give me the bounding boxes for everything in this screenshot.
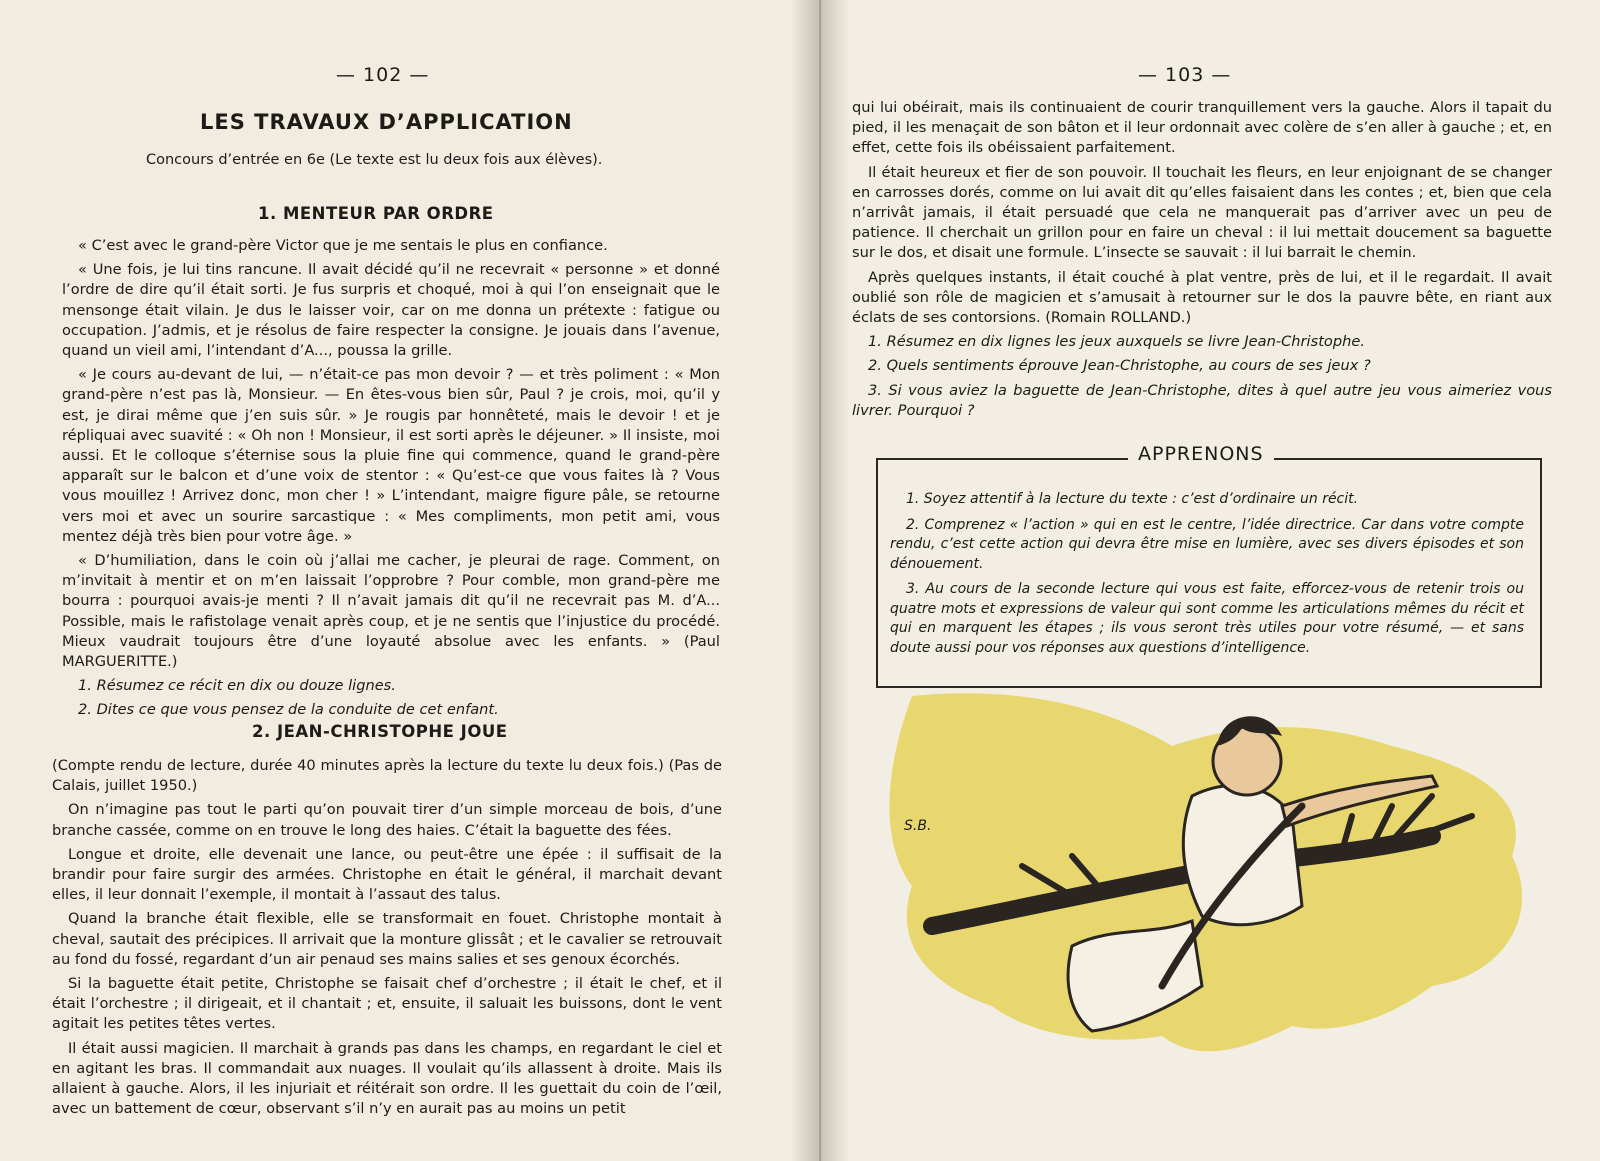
paragraph: Si la baguette était petite, Christophe se faisait chef d’orchestre ; il était le chef, et il était l’orchestre ; il dirigeait, et il chantait ; et, ensuite, il saluait les buissons, dont le vent agitait les petites têtes vertes. <box>52 975 722 1033</box>
right-page-body <box>852 98 1552 425</box>
apprenons-title: APPRENONS <box>1128 443 1274 465</box>
question: 3. Si vous aviez la baguette de Jean-Christophe, dites à quel autre jeu vous aimeriez vous livrer. Pourquoi ? <box>852 381 1552 419</box>
paragraph: « D’humiliation, dans le coin où j’allai me cacher, je pleurai de rage. Comment, on m’invitait à mentir et on m’en laissait l’opprobre ? Pour comble, mon grand-père me bourra : pourquoi avais-je menti ? Il n’avait jamais dit qu’il ne recevrait pas M. d’A... Possible, mais le rafistolage venait après coup, et je ne sentis que l’injustice du procédé. Mieux vaudrait toujours être d’une loyauté absolue avec les enfants. » (Paul MARGUERITTE.) <box>62 552 720 671</box>
page-heading: LES TRAVAUX D’APPLICATION <box>200 110 573 134</box>
paragraph: Longue et droite, elle devenait une lance, ou peut-être une épée : il suffisait de la brandir pour faire surgir des armées. Christophe en était le général, il marchait devant elles, il leur donnait l’exemple, il montait à l’assaut des talus. <box>52 845 722 904</box>
apprenons-list <box>890 490 1524 664</box>
boy-running-illustration <box>872 686 1572 1116</box>
apprenons-item: 3. Au cours de la seconde lecture qui vous est faite, efforcez-vous de retenir trois ou quatre mots et expressions de valeur qui sont comme les articulations mêmes du récit et qui en marquent les étapes ; ils vous seront très utiles pour votre résumé, — et sans doute aussi pour vos réponses aux questions d’intelligence. <box>890 581 1524 656</box>
apprenons-item: 2. Comprenez « l’action » qui en est le centre, l’idée directrice. Car dans votre compte rendu, c’est cette action qui devra être mise en lumière, avec ses divers épisodes et son dénouement. <box>890 516 1524 572</box>
book-gutter <box>790 0 850 1161</box>
paragraph: qui lui obéirait, mais ils continuaient de courir tranquillement vers la gauche. Alors il tapait du pied, il les menaçait de son bâton et il leur ordonnait avec colère de s’en aller à gauche ; et, en effet, cette fois ils obéissaient parfaitement. <box>852 99 1552 157</box>
section-2-title: 2. JEAN-CHRISTOPHE JOUE <box>252 722 508 741</box>
paragraph: « C’est avec le grand-père Victor que je me sentais le plus en confiance. <box>78 237 608 254</box>
section-2-intro: (Compte rendu de lecture, durée 40 minutes après la lecture du texte lu deux fois.) (Pas de Calais, juillet 1950.) <box>52 757 722 795</box>
paragraph: Il était heureux et fier de son pouvoir. Il touchait les fleurs, en leur enjoignant de se changer en carrosses dorés, comme on lui avait dit qu’elles faisaient dans les contes ; et, bien que cela n’arrivât jamais, il était persuadé que cela ne manquerait pas d’arriver avec un peu de patience. Il cherchait un grillon pour en faire un cheval : il lui mettait doucement sa baguette sur le dos, et disait une formule. L’insecte se sauvait : il lui barrait le chemin. <box>852 163 1552 262</box>
paragraph: On n’imagine pas tout le parti qu’on pouvait tirer d’un simple morceau de bois, d’une branche cassée, comme on en trouve le long des haies. C’était la baguette des fées. <box>52 801 722 839</box>
page-number-left: — 102 — <box>336 64 430 86</box>
section-1-title: 1. MENTEUR PAR ORDRE <box>258 204 494 223</box>
question: 2. Quels sentiments éprouve Jean-Christophe, au cours de ses jeux ? <box>868 357 1371 375</box>
page-subtitle: Concours d’entrée en 6e (Le texte est lu deux fois aux élèves). <box>146 152 603 168</box>
paragraph: « Une fois, je lui tins rancune. Il avait décidé qu’il ne recevrait « personne » et donné l’ordre de dire qu’il était sorti. Je fus surpris et choqué, moi à qui l’on enseignait que le mensonge était vilain. Je dus le laisser voir, car on me donna un prétexte : fatigue ou occupation. J’admis, et je résolus de faire respecter la consigne. Je jouais dans l’avenue, quand un vieil ami, l’intendant d’A..., poussa la grille. <box>62 261 720 360</box>
question: 2. Dites ce que vous pensez de la conduite de cet enfant. <box>78 701 499 719</box>
section-1-body <box>62 236 720 725</box>
page-number-right: — 103 — <box>1138 64 1232 86</box>
paragraph: Quand la branche était flexible, elle se transformait en fouet. Christophe montait à cheval, sautait des précipices. Il arrivait que la monture glissât ; et le cavalier se retrouvait au fond du fossé, regardant d’un air penaud ses mains salies et ses genoux écorchés. <box>52 910 722 968</box>
question: 1. Résumez en dix lignes les jeux auxquels se livre Jean-Christophe. <box>868 333 1365 351</box>
section-2-body <box>52 756 722 1123</box>
illustration-signature: S.B. <box>904 818 932 834</box>
paragraph: Après quelques instants, il était couché à plat ventre, près de lui, et il le regardait. Il avait oublié son rôle de magicien et s’amusait à retourner sur le dos la pauvre bête, en riant aux éclats de ses contorsions. (Romain ROLLAND.) <box>852 268 1552 327</box>
paragraph: « Je cours au-devant de lui, — n’était-ce pas mon devoir ? — et très poliment : « Mon grand-père n’est pas là, Monsieur. — En êtes-vous bien sûr, Paul ? je crois, moi, qu’il y est, je dirai même que j’en suis sûr. » Je rougis par honnêteté, mais le devoir ! et je répliquai avec suavité : « Oh non ! Monsieur, il est sorti après le déjeuner. » Il insiste, moi aussi. Et le colloque s’éternise sous la pluie fine qui commence, quand le grand-père apparaît sur le balcon et d’une voix de stentor : « Qu’est-ce que vous faites là ? Vous vous mouillez ! Arrivez donc, mon cher ! » L’intendant, maigre figure pâle, se retourne vers moi et avec un sourire sarcastique : « Mes compliments, mon petit ami, vous mentez déjà très bien pour votre âge. » <box>62 366 720 545</box>
paragraph: Il était aussi magicien. Il marchait à grands pas dans les champs, en regardant le ciel et en agitant les bras. Il commandait aux nuages. Il voulait qu’ils allassent à droite. Mais ils allaient à gauche. Alors, il les injuriait et réitérait son ordre. Il les guettait du coin de l’œil, avec un battement de cœur, observant s’il n’y en aurait pas au moins un petit <box>52 1039 722 1118</box>
apprenons-box <box>876 443 1542 688</box>
question: 1. Résumez ce récit en dix ou douze lignes. <box>78 677 396 695</box>
apprenons-item: 1. Soyez attentif à la lecture du texte : c’est d’ordinaire un récit. <box>906 491 1359 507</box>
